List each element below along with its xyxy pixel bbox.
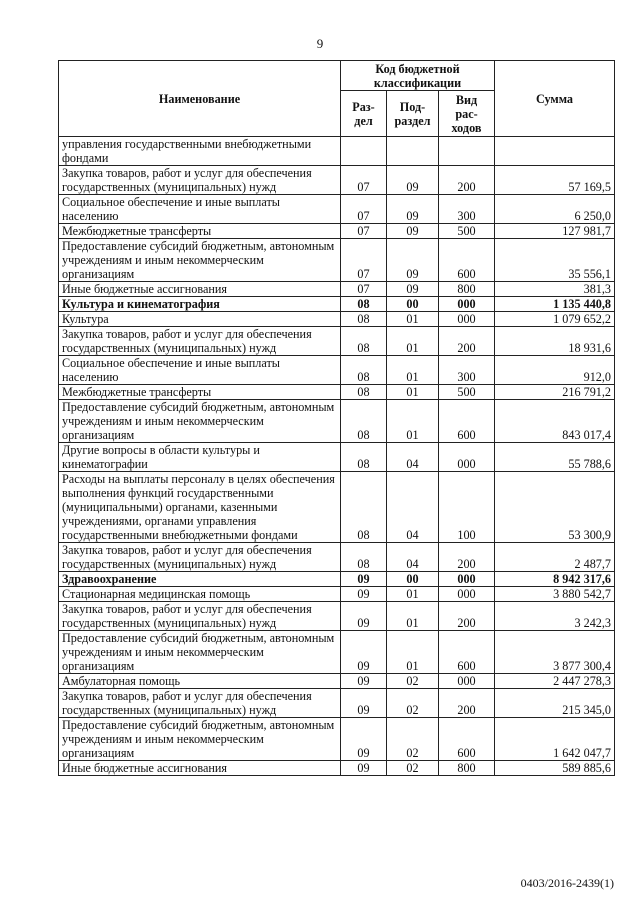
row-vid: 300: [439, 195, 495, 224]
row-podrazdel: 09: [387, 195, 439, 224]
row-sum: 57 169,5: [495, 166, 615, 195]
row-vid: 000: [439, 297, 495, 312]
row-name: Закупка товаров, работ и услуг для обеспечения государственных (муниципальных) нужд: [59, 689, 341, 718]
header-vid: Вид рас- ходов: [439, 91, 495, 137]
row-sum: 1 079 652,2: [495, 312, 615, 327]
table-row: [59, 297, 615, 312]
row-name: Культура: [59, 312, 341, 327]
table-row: [59, 718, 615, 761]
row-razdel: 08: [341, 385, 387, 400]
row-podrazdel: 00: [387, 297, 439, 312]
header-sum: Сумма: [495, 61, 615, 137]
table-row: [59, 195, 615, 224]
row-sum: 1 135 440,8: [495, 297, 615, 312]
row-razdel: 09: [341, 587, 387, 602]
row-razdel: 09: [341, 761, 387, 776]
table-row: [59, 282, 615, 297]
row-sum: 127 981,7: [495, 224, 615, 239]
table-row: [59, 356, 615, 385]
row-vid: 600: [439, 239, 495, 282]
row-vid: 200: [439, 166, 495, 195]
row-sum: 53 300,9: [495, 472, 615, 543]
row-vid: 000: [439, 443, 495, 472]
row-vid: [439, 137, 495, 166]
table-row: [59, 312, 615, 327]
table-row: [59, 472, 615, 543]
row-sum: [495, 137, 615, 166]
row-vid: 100: [439, 472, 495, 543]
row-razdel: 07: [341, 224, 387, 239]
table-row: [59, 443, 615, 472]
header-name: Наименование: [59, 61, 341, 137]
budget-table: [58, 60, 615, 776]
table-body: [59, 137, 615, 776]
row-name: Социальное обеспечение и иные выплаты населению: [59, 195, 341, 224]
table-row: [59, 543, 615, 572]
row-vid: 200: [439, 689, 495, 718]
row-name: Межбюджетные трансферты: [59, 224, 341, 239]
row-name: управления государственными внебюджетными фондами: [59, 137, 341, 166]
row-razdel: 08: [341, 327, 387, 356]
row-vid: 600: [439, 631, 495, 674]
row-name: Предоставление субсидий бюджетным, автономным учреждениям и иным некоммерческим организациям: [59, 400, 341, 443]
row-name: Культура и кинематография: [59, 297, 341, 312]
row-razdel: [341, 137, 387, 166]
row-sum: 18 931,6: [495, 327, 615, 356]
row-razdel: 09: [341, 572, 387, 587]
document-code: 0403/2016-2439(1): [520, 876, 614, 890]
row-name: Здравоохранение: [59, 572, 341, 587]
row-sum: 3 877 300,4: [495, 631, 615, 674]
row-name: Иные бюджетные ассигнования: [59, 282, 341, 297]
row-podrazdel: 09: [387, 239, 439, 282]
row-razdel: 09: [341, 689, 387, 718]
row-sum: 8 942 317,6: [495, 572, 615, 587]
row-podrazdel: 01: [387, 312, 439, 327]
row-podrazdel: 01: [387, 385, 439, 400]
row-name: Закупка товаров, работ и услуг для обеспечения государственных (муниципальных) нужд: [59, 543, 341, 572]
row-podrazdel: 01: [387, 631, 439, 674]
row-podrazdel: 02: [387, 689, 439, 718]
row-razdel: 09: [341, 631, 387, 674]
row-sum: 381,3: [495, 282, 615, 297]
table-row: [59, 761, 615, 776]
row-sum: 55 788,6: [495, 443, 615, 472]
row-podrazdel: 04: [387, 543, 439, 572]
row-podrazdel: 00: [387, 572, 439, 587]
row-vid: 000: [439, 572, 495, 587]
row-podrazdel: 01: [387, 602, 439, 631]
row-razdel: 09: [341, 602, 387, 631]
row-vid: 800: [439, 761, 495, 776]
row-razdel: 08: [341, 356, 387, 385]
table-row: [59, 137, 615, 166]
header-code-group: Код бюджетной классификации: [341, 61, 495, 91]
row-podrazdel: 04: [387, 443, 439, 472]
row-name: Иные бюджетные ассигнования: [59, 761, 341, 776]
header-podrazdel: Под- раздел: [387, 91, 439, 137]
row-vid: 300: [439, 356, 495, 385]
row-razdel: 09: [341, 674, 387, 689]
row-podrazdel: 04: [387, 472, 439, 543]
row-razdel: 08: [341, 297, 387, 312]
row-vid: 000: [439, 674, 495, 689]
table-row: [59, 327, 615, 356]
row-razdel: 08: [341, 443, 387, 472]
row-sum: 215 345,0: [495, 689, 615, 718]
row-name: Межбюджетные трансферты: [59, 385, 341, 400]
row-name: Расходы на выплаты персоналу в целях обеспечения выполнения функций государственными (муниципальными) органами, казенными учреждениями, органами управления государственными внебюджетными фондами: [59, 472, 341, 543]
row-podrazdel: 01: [387, 400, 439, 443]
row-sum: 589 885,6: [495, 761, 615, 776]
header-razdel: Раз- дел: [341, 91, 387, 137]
row-razdel: 07: [341, 282, 387, 297]
row-razdel: 09: [341, 718, 387, 761]
row-podrazdel: 01: [387, 356, 439, 385]
table-row: [59, 631, 615, 674]
row-sum: 2 487,7: [495, 543, 615, 572]
row-sum: 843 017,4: [495, 400, 615, 443]
table-row: [59, 587, 615, 602]
row-podrazdel: 01: [387, 327, 439, 356]
table-row: [59, 602, 615, 631]
row-name: Стационарная медицинская помощь: [59, 587, 341, 602]
row-vid: 200: [439, 543, 495, 572]
row-sum: 35 556,1: [495, 239, 615, 282]
row-vid: 500: [439, 385, 495, 400]
row-vid: 200: [439, 327, 495, 356]
row-podrazdel: 01: [387, 587, 439, 602]
page-number: 9: [316, 36, 324, 51]
row-podrazdel: 02: [387, 674, 439, 689]
row-razdel: 08: [341, 472, 387, 543]
row-name: Социальное обеспечение и иные выплаты населению: [59, 356, 341, 385]
table-row: [59, 400, 615, 443]
row-razdel: 07: [341, 166, 387, 195]
table-row: [59, 572, 615, 587]
row-vid: 200: [439, 602, 495, 631]
row-name: Закупка товаров, работ и услуг для обеспечения государственных (муниципальных) нужд: [59, 602, 341, 631]
row-razdel: 07: [341, 239, 387, 282]
table-row: [59, 674, 615, 689]
row-name: Предоставление субсидий бюджетным, автономным учреждениям и иным некоммерческим организациям: [59, 239, 341, 282]
row-vid: 600: [439, 718, 495, 761]
row-vid: 000: [439, 312, 495, 327]
row-sum: 3 880 542,7: [495, 587, 615, 602]
table-row: [59, 385, 615, 400]
row-name: Предоставление субсидий бюджетным, автономным учреждениям и иным некоммерческим организациям: [59, 631, 341, 674]
table-header: [59, 61, 615, 137]
row-sum: 6 250,0: [495, 195, 615, 224]
row-vid: 000: [439, 587, 495, 602]
row-podrazdel: 09: [387, 224, 439, 239]
row-sum: 3 242,3: [495, 602, 615, 631]
row-sum: 2 447 278,3: [495, 674, 615, 689]
row-razdel: 08: [341, 312, 387, 327]
row-podrazdel: 09: [387, 166, 439, 195]
row-name: Предоставление субсидий бюджетным, автономным учреждениям и иным некоммерческим организациям: [59, 718, 341, 761]
row-podrazdel: [387, 137, 439, 166]
row-vid: 800: [439, 282, 495, 297]
row-razdel: 08: [341, 400, 387, 443]
row-name: Закупка товаров, работ и услуг для обеспечения государственных (муниципальных) нужд: [59, 327, 341, 356]
row-razdel: 07: [341, 195, 387, 224]
row-sum: 912,0: [495, 356, 615, 385]
row-name: Закупка товаров, работ и услуг для обеспечения государственных (муниципальных) нужд: [59, 166, 341, 195]
row-razdel: 08: [341, 543, 387, 572]
row-podrazdel: 09: [387, 282, 439, 297]
row-vid: 600: [439, 400, 495, 443]
table-row: [59, 689, 615, 718]
table-row: [59, 239, 615, 282]
row-name: Другие вопросы в области культуры и кинематографии: [59, 443, 341, 472]
row-vid: 500: [439, 224, 495, 239]
row-podrazdel: 02: [387, 761, 439, 776]
table-row: [59, 166, 615, 195]
row-name: Амбулаторная помощь: [59, 674, 341, 689]
row-sum: 216 791,2: [495, 385, 615, 400]
row-podrazdel: 02: [387, 718, 439, 761]
row-sum: 1 642 047,7: [495, 718, 615, 761]
table-row: [59, 224, 615, 239]
